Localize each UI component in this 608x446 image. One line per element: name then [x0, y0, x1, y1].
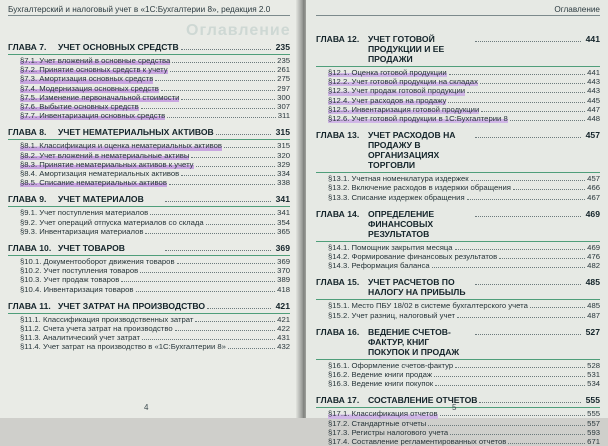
leader-dots: [448, 102, 585, 103]
leader-dots: [169, 184, 275, 185]
section-entry: [8, 285, 290, 294]
chapter-heading: [8, 194, 290, 204]
section-page: 531: [587, 370, 600, 380]
section-entry: [316, 183, 600, 192]
chapter-rule: [316, 241, 600, 242]
chapter-title: УЧЕТ ТОВАРОВ: [58, 243, 125, 254]
chapter-number: ГЛАВА 8.: [8, 127, 47, 138]
chapter-heading: [316, 34, 600, 64]
section-entry: [316, 419, 600, 428]
leader-dots: [449, 74, 586, 75]
chapter-number: ГЛАВА 9.: [8, 194, 47, 205]
section-title: §11.4. Учет затрат на производство в «1С:Бухгалтерии 8»: [20, 342, 226, 352]
section-page: 555: [587, 409, 600, 419]
chapter-number: ГЛАВА 7.: [8, 42, 47, 52]
section-entry: [316, 261, 600, 270]
leader-dots: [206, 224, 275, 225]
leader-dots: [475, 334, 580, 335]
leader-dots: [141, 108, 275, 109]
right-page: [306, 0, 608, 446]
section-title: §10.3. Учет продаж товаров: [20, 275, 120, 285]
chapter-rule: [8, 255, 290, 256]
section-page: 334: [277, 169, 290, 179]
leader-dots: [455, 367, 585, 368]
chapter-page: 469: [585, 208, 600, 219]
chapter-page: 457: [585, 130, 600, 141]
leader-dots: [475, 216, 580, 217]
leader-dots: [228, 348, 275, 349]
section-page: 482: [587, 261, 600, 271]
leader-dots: [455, 249, 586, 250]
section-entry: [316, 77, 600, 86]
section-title: §11.1. Классификация производственных затрат: [20, 314, 194, 324]
section-title: §7.2. Принятие основных средств к учету: [20, 65, 168, 75]
section-title: §9.1. Учет поступления материалов: [20, 208, 149, 218]
section-page: 432: [277, 342, 290, 352]
chapter-page: 341: [275, 194, 290, 205]
chapter-page: 421: [275, 300, 290, 311]
section-title: §12.2. Учет готовой продукции на складах: [328, 77, 478, 87]
section-entry: [8, 227, 290, 236]
running-head: Бухгалтерский и налоговый учет в «1С:Бухгалтерии 8», редакция 2.0: [8, 4, 290, 16]
chapter-heading: [8, 301, 290, 311]
chapter-block: [316, 395, 600, 446]
section-page: 469: [587, 242, 600, 252]
section-title: §17.1. Классификация отчетов: [328, 409, 438, 419]
leader-dots: [207, 308, 271, 309]
chapter-heading: [316, 395, 600, 405]
section-title: §13.2. Включение расходов в издержки обращения: [328, 183, 511, 193]
leader-dots: [177, 263, 276, 264]
section-title: §13.3. Списание издержек обращения: [328, 192, 465, 202]
section-title: §7.7. Инвентаризация основных средств: [20, 111, 166, 121]
chapter-number: ГЛАВА 16.: [316, 326, 360, 337]
section-entry: [8, 84, 290, 93]
section-entry: [8, 315, 290, 324]
section-title: §10.4. Инвентаризация товаров: [20, 284, 134, 294]
section-title: §12.6. Учет готовой продукции в 1С:Бухгалтерии 8: [328, 114, 508, 124]
chapter-rule: [316, 359, 600, 360]
chapter-heading: [8, 243, 290, 253]
chapter-rule: [8, 206, 290, 207]
chapter-title: УЧЕТ ОСНОВНЫХ СРЕДСТВ: [58, 42, 179, 52]
section-title: §8.1. Классификация и оценка нематериальных активов: [20, 141, 222, 151]
leader-dots: [428, 425, 585, 426]
section-entry: [8, 56, 290, 65]
chapter-rule: [316, 172, 600, 173]
leader-dots: [475, 137, 580, 138]
left-page: [0, 0, 300, 418]
chapter-heading: [316, 277, 600, 297]
chapter-block: [8, 127, 290, 187]
section-title: §17.4. Составление регламентированных отчетов: [328, 437, 507, 446]
leader-dots: [145, 233, 275, 234]
section-title: §16.2. Ведение книги продаж: [328, 370, 433, 380]
leader-dots: [510, 120, 585, 121]
chapter-page: 315: [275, 127, 290, 138]
section-page: 557: [587, 418, 600, 428]
section-title: §8.4. Амортизация нематериальных активов: [20, 169, 180, 179]
section-entry: [316, 311, 600, 320]
section-entry: [316, 174, 600, 183]
section-title: §12.5. Инвентаризация готовой продукции: [328, 104, 480, 114]
section-page: 457: [587, 174, 600, 184]
section-title: §8.2. Учет вложений в нематериальные активы: [20, 150, 190, 160]
chapter-block: [316, 209, 600, 271]
leader-dots: [181, 99, 275, 100]
section-page: 338: [277, 178, 290, 188]
section-title: §14.1. Помощник закрытия месяца: [328, 242, 453, 252]
section-title: §7.6. Выбытие основных средств: [20, 102, 139, 112]
chapter-page: 369: [275, 243, 290, 254]
section-entry: [8, 333, 290, 342]
leader-dots: [150, 214, 275, 215]
leader-dots: [165, 201, 270, 202]
section-title: §17.3. Регистры налогового учета: [328, 427, 449, 437]
section-page: 445: [587, 95, 600, 105]
leader-dots: [136, 291, 276, 292]
leader-dots: [513, 189, 585, 190]
chapter-block: [8, 42, 290, 120]
section-entry: [316, 428, 600, 437]
leader-dots: [467, 199, 586, 200]
section-page: 487: [587, 310, 600, 320]
section-page: 431: [277, 333, 290, 343]
leader-dots: [216, 134, 271, 135]
section-entry: [8, 275, 290, 284]
chapter-number: ГЛАВА 11.: [8, 300, 51, 311]
chapter-title: УЧЕТ НЕМАТЕРИАЛЬНЫХ АКТИВОВ: [58, 127, 214, 138]
toc-right: [316, 34, 600, 446]
chapter-page: 235: [275, 42, 290, 52]
section-page: 447: [587, 104, 600, 114]
chapter-heading: [316, 327, 600, 357]
chapter-title: СОСТАВЛЕНИЕ ОТЧЕТОВ: [368, 395, 478, 406]
section-page: 341: [277, 208, 290, 218]
chapter-rule: [316, 299, 600, 300]
chapter-block: [8, 194, 290, 236]
chapter-title: УЧЕТ ЗАТРАТ НА ПРОИЗВОДСТВО: [58, 300, 205, 311]
section-page: 466: [587, 183, 600, 193]
section-title: §15.2. Учет разниц, налоговый учет: [328, 310, 455, 320]
leader-dots: [508, 443, 585, 444]
section-page: 369: [277, 257, 290, 267]
leader-dots: [224, 147, 275, 148]
chapter-rule: [316, 66, 600, 67]
chapter-block: [316, 130, 600, 202]
leader-dots: [121, 281, 275, 282]
section-title: §12.1. Оценка готовой продукции: [328, 68, 447, 77]
chapter-block: [8, 243, 290, 294]
section-entry: [316, 243, 600, 252]
section-entry: [8, 151, 290, 160]
section-entry: [316, 370, 600, 379]
leader-dots: [480, 83, 585, 84]
toc-left: [8, 42, 290, 352]
ghost-title: Оглавление: [186, 22, 291, 39]
section-entry: [316, 96, 600, 105]
chapter-title: УЧЕТ МАТЕРИАЛОВ: [58, 194, 144, 205]
section-title: §16.3. Ведение книги покупок: [328, 379, 434, 389]
leader-dots: [450, 434, 585, 435]
leader-dots: [467, 92, 585, 93]
section-title: §11.2. Счета учета затрат на производство: [20, 324, 173, 334]
chapter-block: [316, 277, 600, 319]
leader-dots: [181, 49, 271, 50]
leader-dots: [475, 284, 580, 285]
section-title: §13.1. Учетная номенклатура издержек: [328, 174, 469, 184]
chapter-block: [316, 327, 600, 389]
section-page: 671: [587, 437, 600, 446]
leader-dots: [172, 62, 275, 63]
chapter-page: 441: [585, 34, 600, 44]
leader-dots: [140, 272, 275, 273]
page-number: 4: [144, 403, 149, 412]
leader-dots: [479, 402, 580, 403]
section-entry: [8, 93, 290, 102]
section-page: 421: [277, 314, 290, 324]
chapter-number: ГЛАВА 13.: [316, 130, 360, 141]
section-title: §11.3. Аналитический учет затрат: [20, 333, 140, 343]
chapter-rule: [8, 313, 290, 314]
leader-dots: [167, 117, 276, 118]
section-entry: [316, 361, 600, 370]
section-title: §17.2. Стандартные отчеты: [328, 418, 427, 428]
chapter-heading: [8, 127, 290, 137]
section-entry: [8, 74, 290, 83]
section-title: §9.3. Инвентаризация материалов: [20, 226, 144, 236]
section-entry: [8, 218, 290, 227]
leader-dots: [435, 385, 585, 386]
section-page: 311: [277, 111, 290, 121]
section-page: 443: [587, 86, 600, 96]
chapter-title: УЧЕТ ГОТОВОЙ ПРОДУКЦИИ И ЕЕ ПРОДАЖИ: [368, 34, 445, 64]
leader-dots: [471, 180, 586, 181]
section-entry: [316, 437, 600, 446]
section-entry: [316, 193, 600, 202]
leader-dots: [440, 415, 586, 416]
section-title: §8.5. Списание нематериальных активов: [20, 178, 167, 188]
section-entry: [8, 169, 290, 178]
section-page: 448: [587, 114, 600, 124]
section-page: 528: [587, 360, 600, 370]
section-title: §15.1. Место ПБУ 18/02 в системе бухгалтерского учета: [328, 301, 528, 311]
section-page: 275: [277, 74, 290, 84]
leader-dots: [181, 175, 275, 176]
chapter-block: [316, 34, 600, 123]
leader-dots: [195, 321, 275, 322]
chapter-title: УЧЕТ РАСЧЕТОВ ПО НАЛОГУ НА ПРИБЫЛЬ: [368, 277, 466, 298]
chapter-heading: [316, 209, 600, 239]
section-page: 307: [277, 102, 290, 112]
chapter-number: ГЛАВА 10.: [8, 243, 52, 254]
section-page: 418: [277, 284, 290, 294]
leader-dots: [457, 317, 585, 318]
chapter-heading: [316, 130, 600, 170]
section-title: §16.1. Оформление счетов-фактур: [328, 360, 454, 370]
chapter-title: УЧЕТ РАСХОДОВ НА ПРОДАЖУ В ОРГАНИЗАЦИЯХ ТОРГОВЛИ: [368, 130, 456, 171]
chapter-number: ГЛАВА 17.: [316, 395, 360, 406]
chapter-number: ГЛАВА 12.: [316, 34, 360, 44]
section-title: §9.2. Учет операций отпуска материалов со склада: [20, 217, 204, 227]
section-entry: [316, 379, 600, 388]
section-page: 235: [277, 56, 290, 65]
chapter-number: ГЛАВА 15.: [316, 277, 360, 288]
section-page: 389: [277, 275, 290, 285]
chapter-title: ОПРЕДЕЛЕНИЕ ФИНАНСОВЫХ РЕЗУЛЬТАТОВ: [368, 208, 435, 239]
section-entry: [316, 105, 600, 114]
section-entry: [316, 68, 600, 77]
section-title: §14.3. Реформация баланса: [328, 261, 430, 271]
section-page: 320: [277, 150, 290, 160]
section-title: §12.3. Учет продаж готовой продукции: [328, 86, 466, 96]
chapter-page: 555: [585, 395, 600, 406]
leader-dots: [155, 80, 275, 81]
section-title: §10.2. Учет поступления товаров: [20, 266, 139, 276]
section-entry: [316, 301, 600, 310]
section-entry: [8, 257, 290, 266]
leader-dots: [434, 376, 585, 377]
section-entry: [316, 114, 600, 123]
leader-dots: [170, 71, 276, 72]
section-page: 370: [277, 266, 290, 276]
chapter-rule: [8, 139, 290, 140]
section-title: §7.1. Учет вложений в основные средства: [20, 56, 171, 65]
section-page: 315: [277, 141, 290, 151]
section-entry: [316, 409, 600, 418]
section-title: §12.4. Учет расходов на продажу: [328, 95, 447, 105]
section-title: §10.1. Документооборот движения товаров: [20, 257, 175, 267]
page-number: 5: [452, 403, 457, 412]
section-title: §7.4. Модернизация основных средств: [20, 83, 159, 93]
section-entry: [8, 178, 290, 187]
leader-dots: [196, 166, 276, 167]
section-entry: [8, 102, 290, 111]
section-title: §7.5. Изменение первоначальной стоимости: [20, 92, 180, 102]
section-title: §8.3. Принятие нематериальных активов к учету: [20, 159, 194, 169]
running-head: Оглавление: [316, 4, 600, 16]
chapter-title: ВЕДЕНИЕ СЧЕТОВ-ФАКТУР, КНИГ ПОКУПОК И ПРОДАЖ: [368, 326, 460, 357]
chapter-page: 527: [585, 326, 600, 337]
leader-dots: [481, 111, 585, 112]
leader-dots: [161, 90, 275, 91]
chapter-rule: [8, 54, 290, 55]
chapter-block: [8, 301, 290, 352]
leader-dots: [475, 41, 580, 42]
chapter-page: 485: [585, 277, 600, 288]
leader-dots: [142, 339, 275, 340]
section-entry: [8, 111, 290, 120]
leader-dots: [432, 267, 586, 268]
section-entry: [316, 86, 600, 95]
section-page: 534: [587, 379, 600, 389]
section-page: 443: [587, 77, 600, 87]
section-page: 354: [277, 217, 290, 227]
section-page: 261: [277, 65, 290, 75]
section-entry: [316, 252, 600, 261]
leader-dots: [175, 330, 276, 331]
section-entry: [8, 65, 290, 74]
chapter-heading: [8, 42, 290, 52]
section-page: 297: [277, 83, 290, 93]
chapter-number: ГЛАВА 14.: [316, 208, 360, 219]
chapter-rule: [316, 407, 600, 408]
section-page: 485: [587, 301, 600, 311]
section-page: 593: [587, 427, 600, 437]
leader-dots: [191, 157, 275, 158]
section-title: §7.3. Амортизация основных средств: [20, 74, 154, 84]
leader-dots: [499, 258, 585, 259]
section-entry: [8, 324, 290, 333]
leader-dots: [165, 250, 270, 251]
section-page: 300: [277, 92, 290, 102]
section-entry: [8, 208, 290, 217]
section-page: 467: [587, 192, 600, 202]
section-page: 441: [587, 68, 600, 77]
section-page: 329: [277, 159, 290, 169]
leader-dots: [530, 307, 585, 308]
section-entry: [8, 342, 290, 351]
section-page: 365: [277, 226, 290, 236]
section-entry: [8, 160, 290, 169]
section-page: 422: [277, 324, 290, 334]
section-title: §14.2. Формирование финансовых результатов: [328, 252, 498, 262]
section-entry: [8, 141, 290, 150]
section-entry: [8, 266, 290, 275]
section-page: 476: [587, 252, 600, 262]
